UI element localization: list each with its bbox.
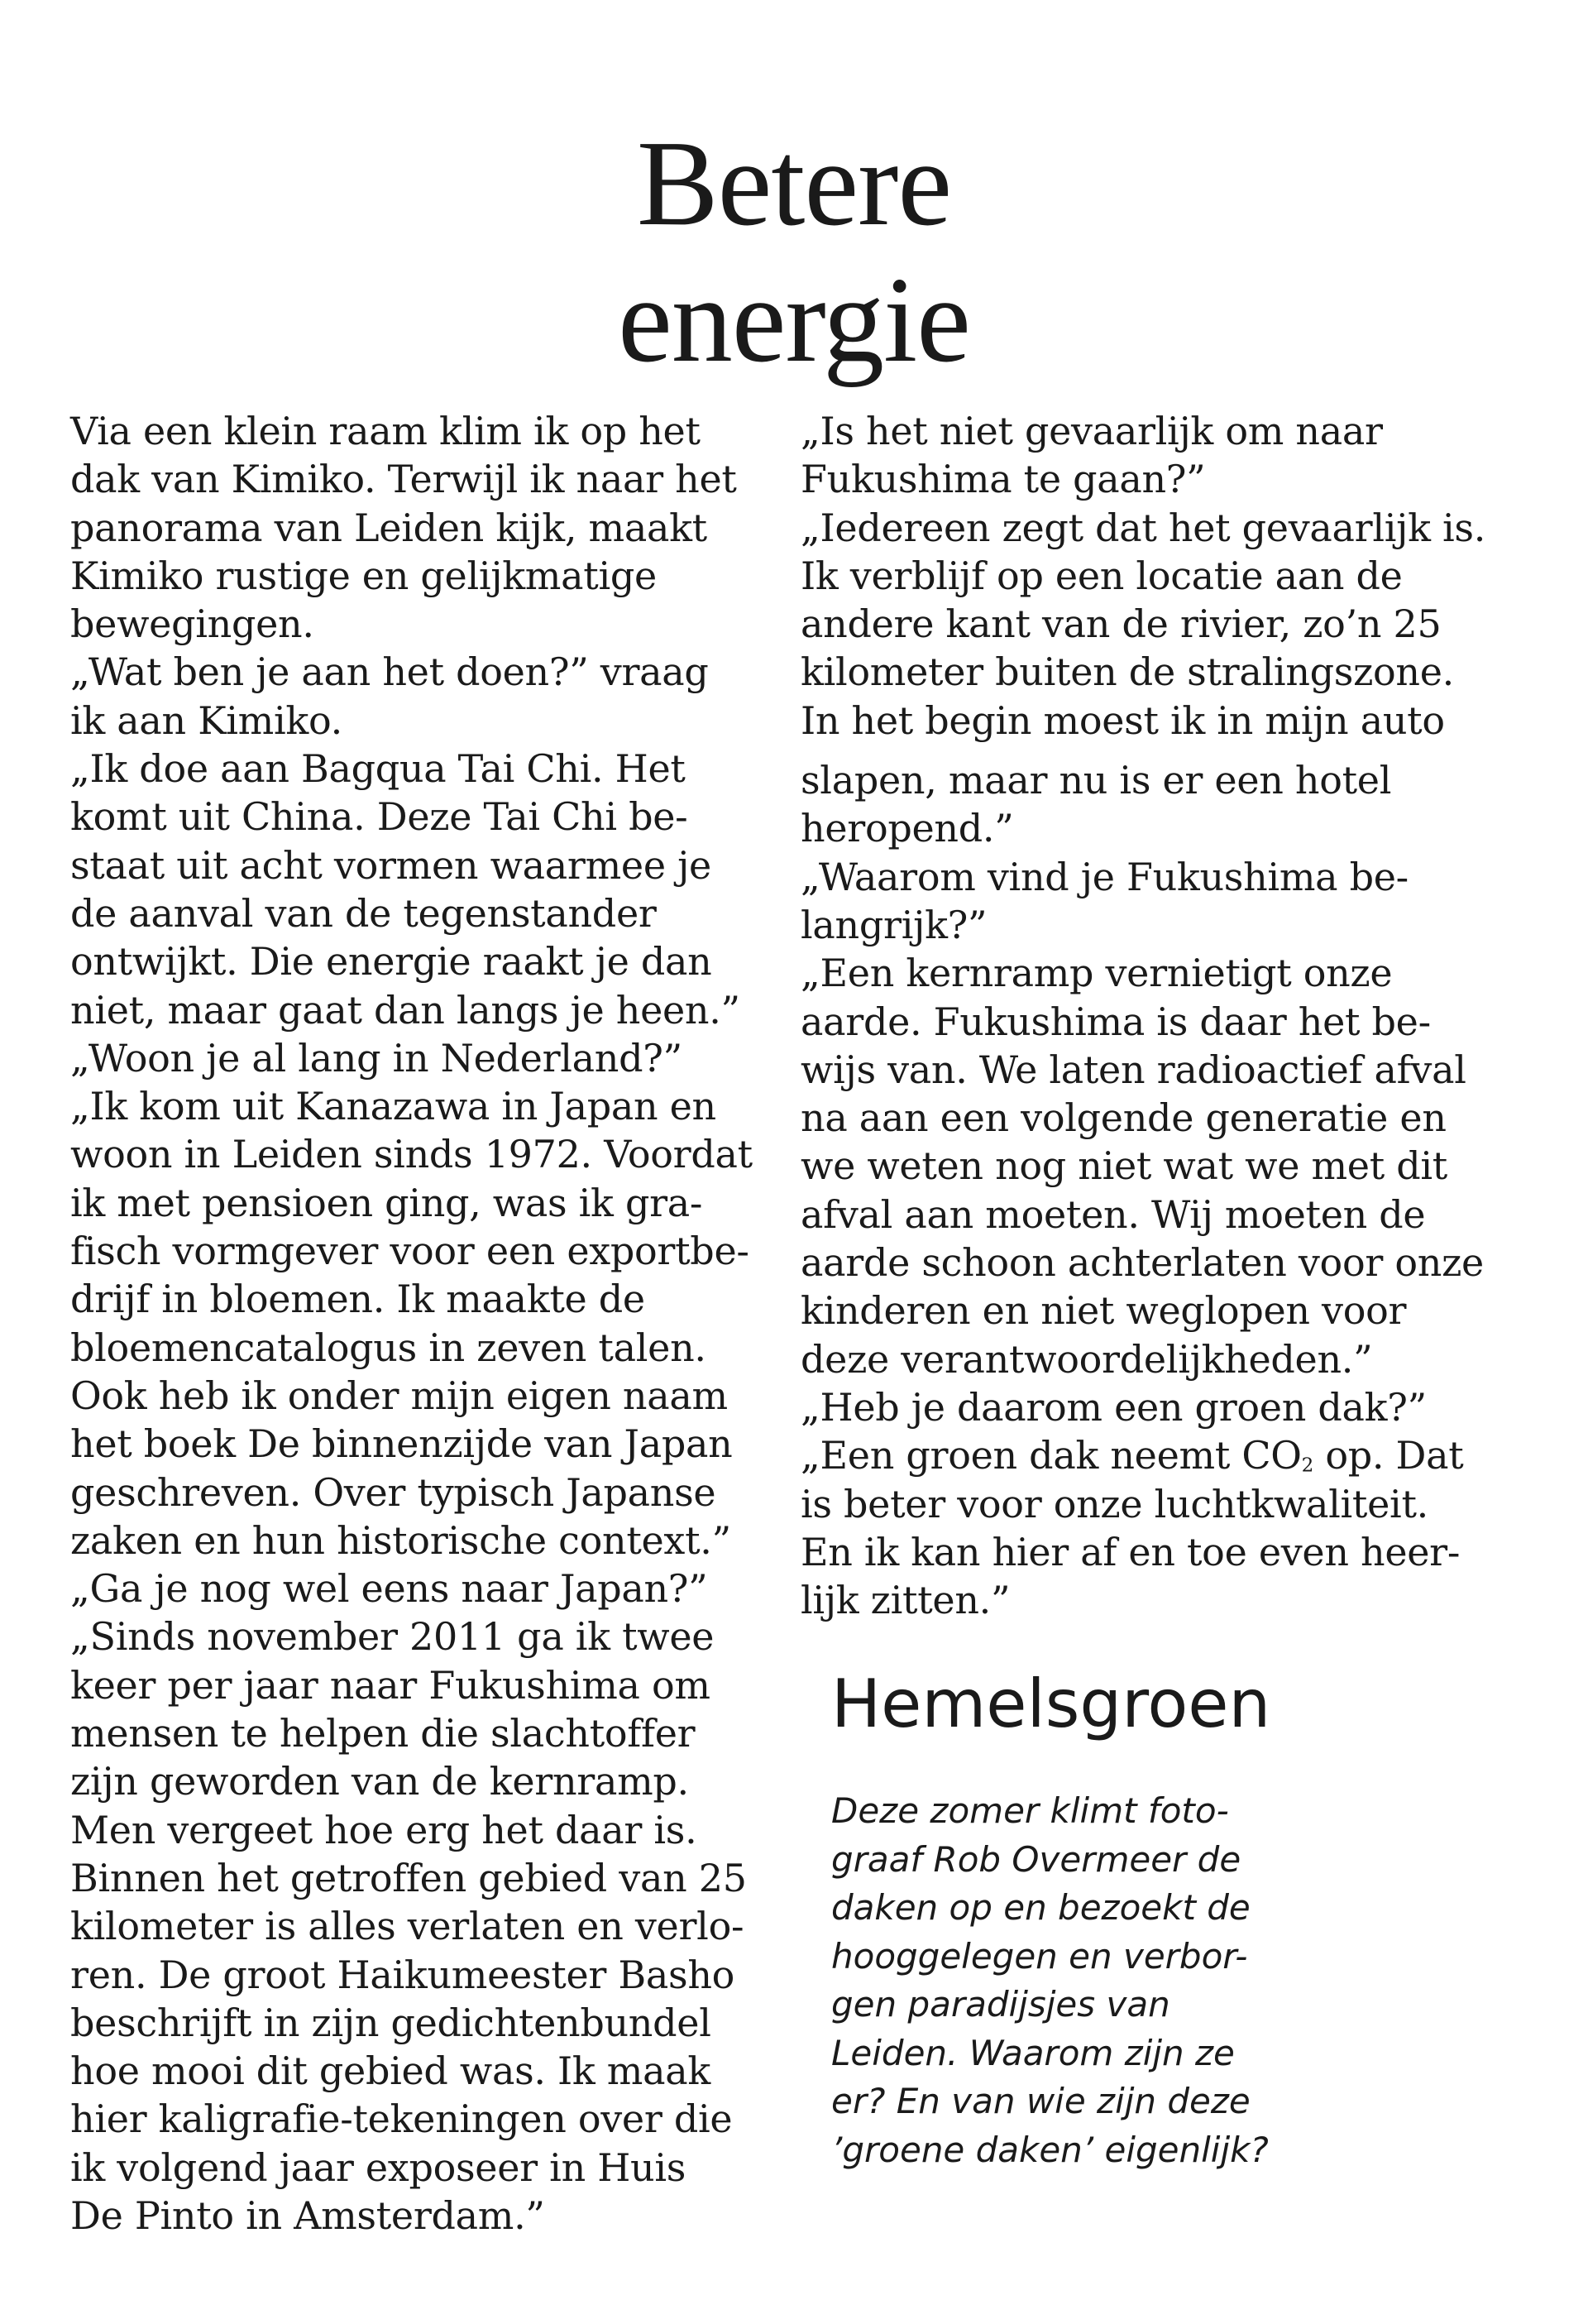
text-line: zijn geworden van de kernramp.	[70, 1759, 689, 1804]
text-line: „Sinds november 2011 ga ik twee	[70, 1614, 715, 1660]
text-line: fisch vormgever voor een exportbe-	[70, 1229, 749, 1274]
text-line: ik volgend jaar exposeer in Huis	[70, 2144, 686, 2190]
text-line: hoe mooi dit gebied was. Ik maak	[70, 2048, 710, 2094]
text-line: de aanval van de tegenstander	[70, 890, 657, 936]
text-line: daken op en bezoekt de	[831, 1887, 1251, 1928]
text-line: Ik verblijf op een locatie aan de	[801, 553, 1403, 598]
text-line: drijf in bloemen. Ik maakte de	[70, 1277, 645, 1322]
text-line: Deze zomer klimt foto-	[831, 1790, 1229, 1831]
text-line: geschreven. Over typisch Japanse	[70, 1469, 716, 1515]
text-line: kilometer buiten de stralingszone.	[801, 649, 1454, 695]
co2-text-after: op. Dat	[1313, 1433, 1464, 1478]
text-line: gen paradijsjes van	[831, 1984, 1170, 2025]
text-line: lijk zitten.”	[801, 1578, 1011, 1623]
text-line: Fukushima te gaan?”	[801, 457, 1206, 502]
text-line: afval aan moeten. Wij moeten de	[801, 1191, 1426, 1237]
text-line: wijs van. We laten radioactief afval	[801, 1047, 1466, 1092]
text-line: slapen, maar nu is er een hotel	[801, 758, 1392, 803]
text-line: beschrijft in zijn gedichtenbundel	[70, 2000, 711, 2045]
sidebar-title: Hemelsgroen	[831, 1665, 1271, 1742]
text-line: hier kaligrafie-tekeningen over die	[70, 2096, 733, 2142]
text-line: „Ga je nog wel eens naar Japan?”	[70, 1566, 708, 1612]
article-title	[0, 116, 1588, 389]
text-line: na aan een volgende generatie en	[801, 1095, 1447, 1141]
text-line: „Is het niet gevaarlijk om naar	[801, 409, 1383, 453]
text-line: Ook heb ik onder mijn eigen naam	[70, 1373, 728, 1418]
text-line: „Een kernramp vernietigt onze	[801, 951, 1393, 996]
text-line: „Wat ben je aan het doen?” vraag	[70, 649, 709, 695]
text-line: ren. De groot Haikumeester Basho	[70, 1952, 735, 1997]
text-line-co2	[801, 1431, 1520, 1479]
text-line: ik aan Kimiko.	[70, 697, 342, 743]
text-line: Men vergeet hoe erg het daar is.	[70, 1807, 697, 1852]
text-line: panorama van Leiden kijk, maakt	[70, 505, 707, 550]
article-title-line-1: Betere	[636, 116, 952, 252]
text-line: zaken en hun historische context.”	[70, 1517, 731, 1563]
text-line: dak van Kimiko. Terwijl ik naar het	[70, 457, 737, 502]
text-line: heropend.”	[801, 806, 1014, 851]
text-line: Kimiko rustige en gelijkmatige	[70, 553, 657, 598]
text-line: langrijk?”	[801, 902, 988, 947]
text-line: „Waarom vind je Fukushima be-	[801, 854, 1409, 899]
text-line: ik met pensioen ging, was ik gra-	[70, 1180, 703, 1225]
article-right-column	[801, 407, 1520, 1624]
text-line: En ik kan hier af en toe even heer-	[801, 1529, 1461, 1574]
text-line: „Iedereen zegt dat het gevaarlijk is.	[801, 505, 1486, 550]
text-line: andere kant van de rivier, zo’n 25	[801, 601, 1442, 647]
text-line: De Pinto in Amsterdam.”	[70, 2192, 545, 2238]
text-line: woon in Leiden sinds 1972. Voordat	[70, 1132, 753, 1177]
text-line: deze verantwoordelijkheden.”	[801, 1336, 1373, 1382]
text-line: „Ik doe aan Bagqua Tai Chi. Het	[70, 746, 686, 792]
text-line: „Woon je al lang in Nederland?”	[70, 1035, 682, 1081]
text-line: graaf Rob Overmeer de	[831, 1838, 1241, 1880]
text-line: mensen te helpen die slachtoffer	[70, 1711, 696, 1756]
text-line: aarde schoon achterlaten voor onze	[801, 1240, 1484, 1286]
article-left-column	[70, 407, 790, 2240]
text-line: Via een klein raam klim ik op het	[70, 409, 701, 453]
text-line: het boek De binnenzijde van Japan	[70, 1421, 733, 1467]
text-line: hooggelegen en verbor-	[831, 1935, 1248, 1977]
sidebar-intro	[831, 1787, 1269, 2174]
text-line: ’groene daken’ eigenlijk?	[831, 2129, 1269, 2170]
article-title-line-2: energie	[618, 252, 970, 388]
text-line: niet, maar gaat dan langs je heen.”	[70, 987, 740, 1033]
text-line: staat uit acht vormen waarmee je	[70, 842, 711, 888]
text-line: „Heb je daarom een groen dak?”	[801, 1384, 1427, 1430]
co2-text-before: „Een groen dak neemt CO	[801, 1433, 1302, 1478]
text-line: „Ik kom uit Kanazawa in Japan en	[70, 1084, 716, 1129]
text-line: Binnen het getroffen gebied van 25	[70, 1855, 747, 1900]
co2-subscript: 2	[1301, 1454, 1313, 1477]
text-line: Leiden. Waarom zijn ze	[831, 2032, 1235, 2073]
text-line: kinderen en niet weglopen voor	[801, 1288, 1407, 1334]
text-line: In het begin moest ik in mijn auto	[801, 697, 1445, 743]
text-line: aarde. Fukushima is daar het be-	[801, 999, 1431, 1044]
text-line: is beter voor onze luchtkwaliteit.	[801, 1481, 1428, 1526]
text-line: bewegingen.	[70, 601, 314, 647]
text-line: ontwijkt. Die energie raakt je dan	[70, 939, 712, 985]
text-line: komt uit China. Deze Tai Chi be-	[70, 794, 688, 840]
text-line: bloemencatalogus in zeven talen.	[70, 1325, 706, 1370]
text-line: kilometer is alles verlaten en verlo-	[70, 1904, 744, 1949]
text-line: we weten nog niet wat we met dit	[801, 1143, 1447, 1189]
text-line: er? En van wie zijn deze	[831, 2081, 1251, 2121]
text-line: keer per jaar naar Fukushima om	[70, 1662, 710, 1708]
